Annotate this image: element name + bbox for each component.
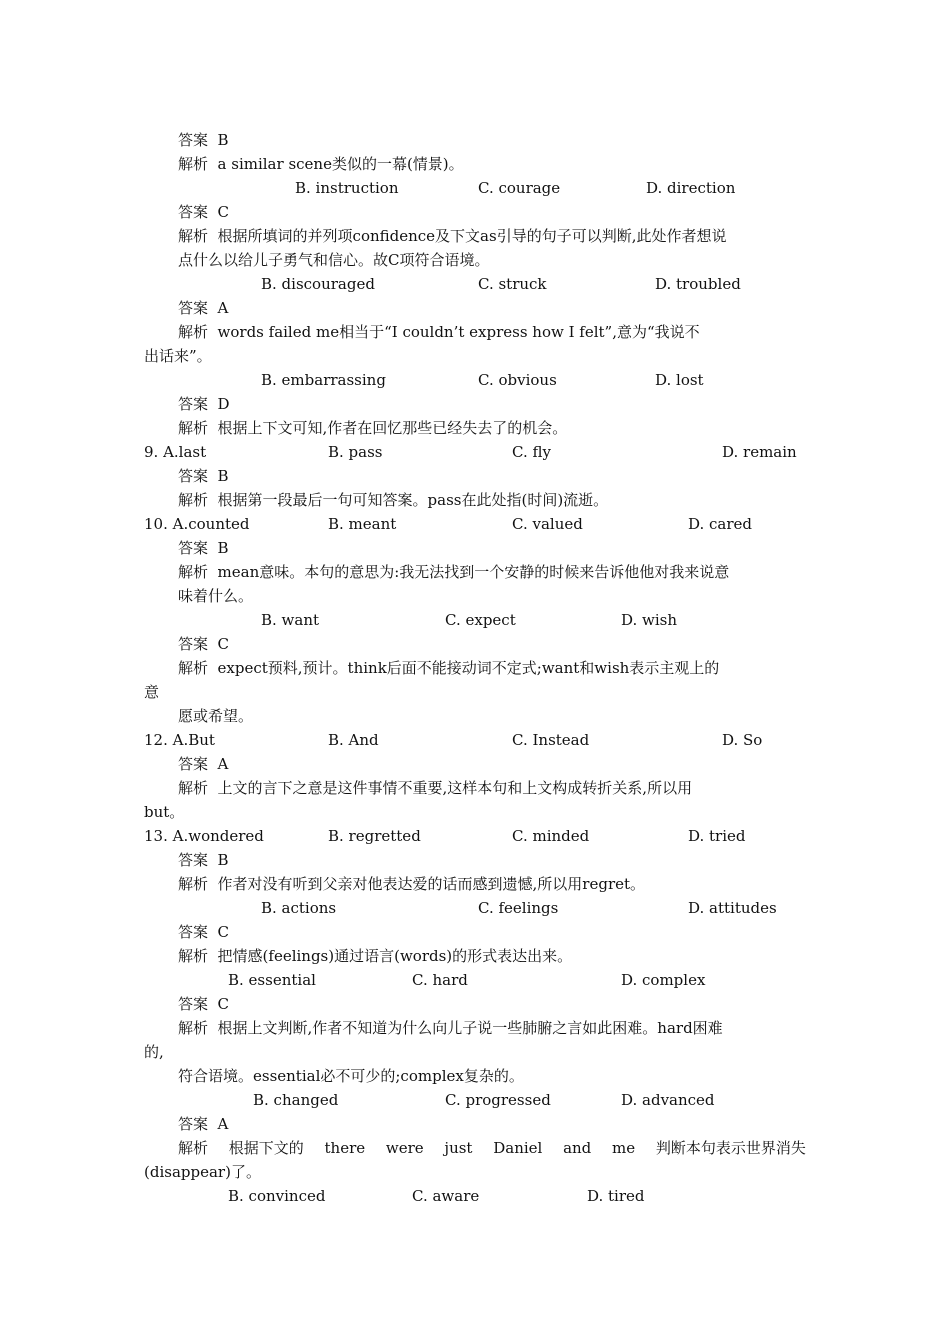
text-segment: 解析 words failed me相当于“I couldn’t express how I felt”,意为“我说不 (178, 323, 700, 341)
text-segment: C. hard (412, 971, 468, 989)
text-segment: 答案 B (178, 851, 229, 869)
text-segment: B. regretted (328, 827, 421, 845)
text-segment: D. complex (621, 971, 706, 989)
text-segment: 13. A.wondered (144, 827, 264, 845)
text-line (0, 848, 950, 872)
text-segment: B. actions (261, 899, 337, 917)
text-segment: B. convinced (228, 1187, 326, 1205)
text-segment: 意 (144, 683, 160, 701)
text-segment: 答案 A (178, 299, 229, 317)
text-line (0, 296, 950, 320)
text-segment: 答案 B (178, 467, 229, 485)
text-line (0, 1136, 950, 1160)
text-line (0, 512, 950, 536)
text-line (0, 920, 950, 944)
text-line (0, 968, 950, 992)
text-segment: 解析 把情感(feelings)通过语言(words)的形式表达出来。 (178, 947, 573, 965)
text-segment: D. troubled (655, 275, 741, 293)
text-word: me (612, 1139, 636, 1157)
text-line (0, 872, 950, 896)
text-segment: 答案 D (178, 395, 230, 413)
text-segment: D. advanced (621, 1091, 715, 1109)
text-segment: 愿或希望。 (178, 707, 254, 725)
text-segment: D. lost (655, 371, 704, 389)
text-word: 根据下文的 (228, 1139, 304, 1157)
text-segment: C. courage (478, 179, 561, 197)
text-segment: 答案 A (178, 755, 229, 773)
text-line (0, 776, 950, 800)
text-segment: C. Instead (512, 731, 590, 749)
text-line (0, 728, 950, 752)
text-line (0, 896, 950, 920)
text-segment: C. valued (512, 515, 583, 533)
text-segment: 符合语境。essential必不可少的;complex复杂的。 (178, 1067, 524, 1085)
text-line (0, 1088, 950, 1112)
text-line (0, 824, 950, 848)
text-segment: 点什么以给儿子勇气和信心。故C项符合语境。 (178, 251, 490, 269)
text-line (0, 344, 950, 368)
text-segment: 解析 a similar scene类似的一幕(情景)。 (178, 155, 464, 173)
text-segment: 解析 根据上下文可知,作者在回忆那些已经失去了的机会。 (178, 419, 568, 437)
text-segment: B. meant (328, 515, 397, 533)
text-segment: B. discouraged (261, 275, 375, 293)
text-segment: B. essential (228, 971, 316, 989)
text-segment: C. obvious (478, 371, 557, 389)
text-segment: 12. A.But (144, 731, 215, 749)
text-line (0, 1016, 950, 1040)
text-segment: 解析 根据所填词的并列项confidence及下文as引导的句子可以判断,此处作者想说 (178, 227, 727, 245)
text-segment: C. progressed (445, 1091, 551, 1109)
text-line (0, 368, 950, 392)
text-segment: B. changed (253, 1091, 339, 1109)
text-line (0, 128, 950, 152)
text-segment: (disappear)了。 (144, 1163, 261, 1181)
text-line (0, 176, 950, 200)
text-line (0, 680, 950, 704)
text-segment: C. fly (512, 443, 551, 461)
text-word: 判断本句表示世界消失 (655, 1139, 806, 1157)
text-segment: 出话来”。 (144, 347, 212, 365)
text-line (0, 1040, 950, 1064)
text-line (0, 704, 950, 728)
text-segment: D. So (722, 731, 763, 749)
text-segment: C. aware (412, 1187, 480, 1205)
text-line (0, 632, 950, 656)
text-segment: D. wish (621, 611, 678, 629)
text-line (0, 560, 950, 584)
text-segment: 解析 expect预料,预计。think后面不能接动词不定式;want和wish表示主观上的 (178, 659, 720, 677)
text-segment: B. instruction (295, 179, 399, 197)
text-word: there (324, 1139, 366, 1157)
text-segment: B. embarrassing (261, 371, 386, 389)
text-line (0, 1064, 950, 1088)
text-segment: 解析 根据第一段最后一句可知答案。pass在此处指(时间)流逝。 (178, 491, 609, 509)
text-segment: C. minded (512, 827, 590, 845)
text-word: just (444, 1139, 473, 1157)
text-line (0, 1112, 950, 1136)
text-line (0, 800, 950, 824)
text-line (0, 464, 950, 488)
text-segment: B. And (328, 731, 379, 749)
text-line (0, 584, 950, 608)
text-segment: D. attitudes (688, 899, 777, 917)
text-segment: C. feelings (478, 899, 559, 917)
text-line (0, 248, 950, 272)
text-line (0, 944, 950, 968)
text-segment: 答案 C (178, 995, 230, 1013)
text-line (0, 1184, 950, 1208)
text-segment: D. tried (688, 827, 746, 845)
text-segment: 答案 C (178, 923, 230, 941)
text-segment: 的, (144, 1043, 164, 1061)
text-line (0, 416, 950, 440)
text-segment: C. struck (478, 275, 547, 293)
text-segment: 味着什么。 (178, 587, 254, 605)
text-segment: 解析 上文的言下之意是这件事情不重要,这样本句和上文构成转折关系,所以用 (178, 779, 693, 797)
text-line (0, 224, 950, 248)
text-segment: D. tired (587, 1187, 645, 1205)
text-segment: B. pass (328, 443, 383, 461)
text-line (0, 992, 950, 1016)
text-line (0, 1160, 950, 1184)
text-word: Daniel (493, 1139, 543, 1157)
text-segment: 答案 B (178, 131, 229, 149)
text-segment: D. direction (646, 179, 736, 197)
text-segment: 解析 mean意味。本句的意思为:我无法找到一个安静的时候来告诉他他对我来说意 (178, 563, 730, 581)
text-line (0, 488, 950, 512)
text-segment: but。 (144, 803, 185, 821)
text-segment: C. expect (445, 611, 516, 629)
text-line (0, 200, 950, 224)
text-segment: 解析 根据上文判断,作者不知道为什么向儿子说一些肺腑之言如此困难。hard困难 (178, 1019, 723, 1037)
text-segment: B. want (261, 611, 320, 629)
text-segment: D. cared (688, 515, 753, 533)
text-line (0, 152, 950, 176)
text-segment: 9. A.last (144, 443, 207, 461)
text-segment: 答案 C (178, 203, 230, 221)
text-word: and (563, 1139, 592, 1157)
text-segment: 10. A.counted (144, 515, 250, 533)
text-line (0, 440, 950, 464)
text-segment: 答案 C (178, 635, 230, 653)
text-line (0, 608, 950, 632)
text-line (0, 272, 950, 296)
text-line (0, 392, 950, 416)
text-segment: 解析 作者对没有听到父亲对他表达爱的话而感到遗憾,所以用regret。 (178, 875, 646, 893)
text-line (0, 320, 950, 344)
text-line (0, 536, 950, 560)
text-segment: 答案 B (178, 539, 229, 557)
text-word: were (385, 1139, 424, 1157)
text-line (0, 656, 950, 680)
text-line (0, 752, 950, 776)
text-word: 解析 (178, 1139, 209, 1157)
text-segment: D. remain (722, 443, 797, 461)
text-segment: 答案 A (178, 1115, 229, 1133)
